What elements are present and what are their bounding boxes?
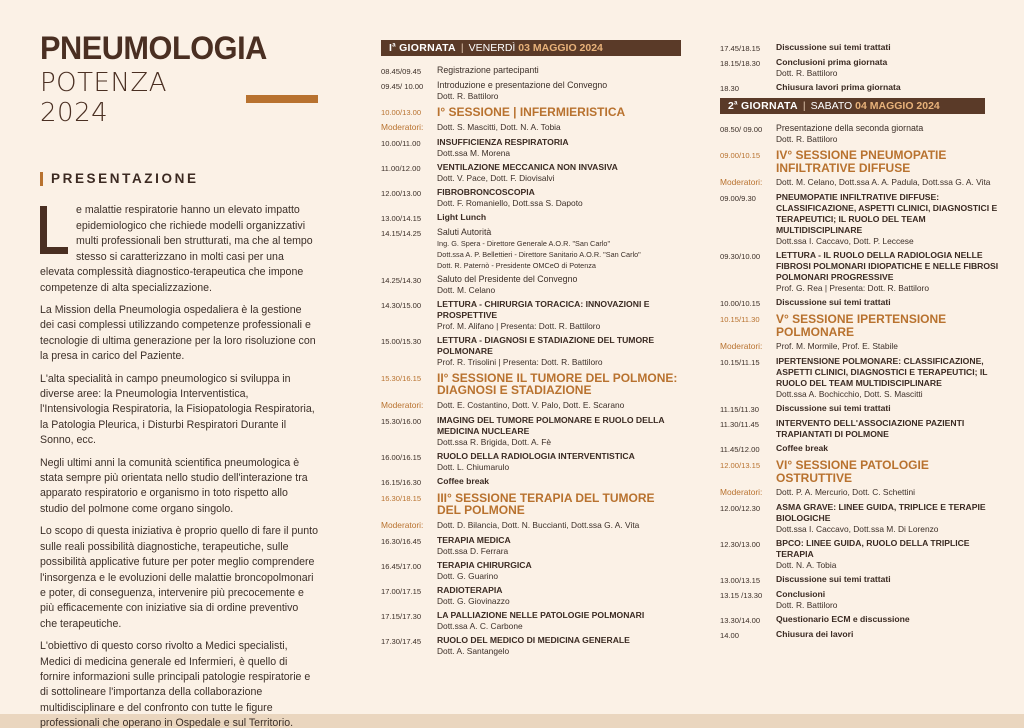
schedule-content — [437, 212, 681, 224]
schedule-title: IPERTENSIONE POLMONARE: CLASSIFICAZIONE, ASPETTI CLINICI, DIAGNOSTICI E TERAPEUTICI; IL RUOLO DEL TEAM MULTIDISCIPLINARE — [776, 356, 988, 388]
moderators-label: Moderatori: — [720, 177, 763, 187]
schedule-title: PNEUMOPATIE INFILTRATIVE DIFFUSE: CLASSIFICAZIONE, ASPETTI CLINICI, DIAGNOSTICI E TERAPEUTICI; IL RUOLO DEL TEAM MULTIDISCIPLINARE — [776, 192, 998, 235]
schedule-title: Registrazione partecipanti — [437, 65, 539, 75]
schedule-time: 10.15/11.15 — [720, 358, 760, 367]
schedule-time: 13.15 /13.30 — [720, 591, 763, 600]
schedule-time: 12.00/13.00 — [381, 188, 422, 198]
presentation-paragraph: Lo scopo di questa iniziativa è proprio quello di fare il punto sulle reali possibilità diagnostiche, terapeutiche, sulle possibilità applicative future per poter meglio comprendere l'insorgenza e le evoluzioni delle malattie broncopolmonari e poter, di conseguenza, intervenire più precocemente e più efficacemente con iniziative sia di ordine preventivo che terapeutiche. — [40, 525, 318, 630]
moderators-label: Moderatori: — [381, 519, 424, 530]
event-title: PNEUMOLOGIA — [40, 30, 267, 66]
schedule-time: 09.45/ 10.00 — [381, 82, 424, 91]
schedule-row — [381, 80, 681, 102]
schedule-row — [720, 82, 1005, 94]
schedule-time: 13.00/14.15 — [381, 213, 422, 223]
moderators-names: Dott. D. Bilancia, Dott. N. Buccianti, Dott.ssa G. A. Vita — [437, 519, 640, 530]
schedule-content — [776, 629, 1005, 641]
schedule-time: 08.50/ 09.00 — [720, 125, 763, 134]
presentation-heading: PRESENTAZIONE — [51, 171, 199, 186]
schedule-content — [776, 250, 1005, 294]
schedule-speaker: Dott.ssa I. Caccavo, Dott.ssa M. Di Lorenzo — [776, 524, 939, 534]
session-time: 16.30/18.15 — [381, 493, 422, 503]
schedule-content — [437, 187, 681, 209]
schedule-content — [776, 82, 1005, 94]
schedule-title: INTERVENTO DELL'ASSOCIAZIONE PAZIENTI TRAPIANTATI DI POLMONE — [776, 418, 965, 439]
session-title: III° SESSIONE TERAPIA DEL TUMORE DEL POLMONE — [437, 490, 655, 517]
schedule-title: BPCO: LINEE GUIDA, RUOLO DELLA TRIPLICE TERAPIA — [776, 538, 970, 559]
session-header — [720, 149, 1005, 174]
schedule-title: Presentazione della seconda giornata — [776, 123, 924, 133]
presentation-paragraph: La Mission della Pneumologia ospedaliera è la gestione dei casi complessi utilizzando competenze professionali e tecnologie di ultima generazione per la loro risoluzione con la presa in carico del Paziente. — [40, 304, 316, 363]
session-title: II° SESSIONE IL TUMORE DEL POLMONE: DIAGNOSI E STADIAZIONE — [437, 370, 678, 397]
day2-date: 04 MAGGIO 2024 — [855, 100, 940, 112]
session-moderators — [720, 341, 1005, 352]
schedule-time: 17.15/17.30 — [381, 611, 422, 621]
schedule-speaker: Dott. A. Santangelo — [437, 645, 510, 656]
schedule-row — [720, 443, 1005, 455]
schedule-speaker: Dott. L. Chiumarulo — [437, 461, 510, 472]
day2-schedule — [720, 123, 1005, 641]
schedule-title: Light Lunch — [437, 211, 487, 222]
schedule-time: 14.30/15.00 — [381, 300, 422, 310]
session-header — [381, 372, 681, 397]
schedule-time: 16.15/16.30 — [381, 477, 422, 487]
schedule-title: Discussione sui temi trattati — [776, 574, 891, 584]
schedule-content — [776, 418, 1005, 440]
schedule-row — [720, 250, 1005, 294]
schedule-content — [776, 42, 1005, 54]
session-time: 10.15/11.30 — [720, 315, 760, 324]
schedule-time: 16.30/16.45 — [381, 536, 422, 546]
schedule-row — [381, 187, 681, 209]
session-header — [720, 313, 1005, 338]
session-moderators — [381, 520, 681, 531]
intro-paragraph — [40, 203, 318, 296]
moderators-label: Moderatori: — [720, 341, 763, 351]
presentation-column — [40, 30, 318, 728]
schedule-time: 17.45/18.15 — [720, 44, 761, 53]
schedule-speaker: Dott. F. Romaniello, Dott.ssa S. Dapoto — [437, 197, 583, 208]
schedule-title: RUOLO DEL MEDICO DI MEDICINA GENERALE — [437, 634, 630, 645]
schedule-content — [437, 299, 681, 332]
schedule-title: TERAPIA MEDICA — [437, 534, 511, 545]
schedule-content — [437, 80, 681, 102]
presentation-paragraph: L'alta specialità in campo pneumologico si sviluppa in diverse aree: la Pneumologia Interventistica, l'Intensivologia Respiratoria, la Fisiopatologia Respiratoria, la Patologia Pleurica, i Disturbi Respiratori Durante il Sonno, ecc. — [40, 372, 315, 447]
presentation-paragraph: L'obiettivo di questo corso rivolto a Medici specialisti, Medici di medicina generale ed Infermieri, è quello di fornire informazioni sulle principali patologie respiratorie e di sottolineare l'importanza della collaborazione multidisciplinare e del confronto con tutte le figure professionali che operano in Ospedale e sul Territorio. — [40, 640, 311, 728]
schedule-speaker: Dott. G. Giovinazzo — [437, 595, 510, 606]
schedule-content — [437, 274, 681, 296]
schedule-time: 13.30/14.00 — [720, 616, 761, 625]
schedule-row — [381, 65, 681, 77]
schedule-speaker: Dott. N. A. Tobia — [776, 560, 837, 570]
session-title: VI° SESSIONE PATOLOGIE OSTRUTTIVE — [776, 458, 929, 485]
dropcap-l — [40, 206, 68, 254]
schedule-row — [720, 192, 1005, 247]
heading-marker — [40, 172, 43, 186]
schedule-content — [776, 614, 1005, 626]
schedule-row — [381, 227, 681, 271]
schedule-speaker: Dott. R. Battiloro — [776, 600, 838, 610]
moderators-label: Moderatori: — [381, 399, 424, 410]
schedule-speaker: Dott. R. Battiloro — [776, 134, 838, 144]
day1-label: $I^a$ GIORNATA — [389, 42, 456, 54]
schedule-content — [437, 476, 681, 488]
event-subtitle: POTENZA 2024 — [40, 68, 167, 128]
schedule-row — [381, 535, 681, 557]
schedule-title: Saluto del Presidente del Convegno — [437, 273, 578, 284]
schedule-content — [776, 57, 1005, 79]
schedule-time: 10.00/10.15 — [720, 299, 761, 308]
schedule-content — [776, 297, 1005, 309]
schedule-row — [381, 162, 681, 184]
schedule-speaker: Prof. G. Rea | Presenta: Dott. R. Battiloro — [776, 283, 929, 293]
schedule-time: 12.30/13.00 — [720, 540, 761, 549]
schedule-time: 12.00/12.30 — [720, 504, 761, 513]
moderators-names: Dott. E. Costantino, Dott. V. Palo, Dott. E. Scarano — [437, 399, 625, 410]
schedule-content — [776, 403, 1005, 415]
schedule-time: 17.30/17.45 — [381, 636, 422, 646]
schedule-title: TERAPIA CHIRURGICA — [437, 559, 532, 570]
session-title: I° SESSIONE | INFERMIERISTICA — [437, 105, 626, 119]
schedule-content — [437, 162, 681, 184]
schedule-speaker: Dott. R. Battiloro — [776, 68, 838, 78]
schedule-time: 11.30/11.45 — [720, 420, 759, 429]
schedule-title: RADIOTERAPIA — [437, 584, 503, 595]
schedule-speaker: Dott.ssa R. Brigida, Dott. A. Fè — [437, 436, 552, 447]
schedule-title: LETTURA - IL RUOLO DELLA RADIOLOGIA NELLE FIBROSI POLMONARI IDIOPATICHE E NELLE FIBROSI POLMONARI PROGRESSIVE — [776, 250, 999, 282]
moderators-names: Dott. P. A. Mercurio, Dott. C. Schettini — [776, 487, 916, 497]
authority-line: Ing. G. Spera - Direttore Generale A.O.R. "San Carlo" — [437, 238, 611, 248]
schedule-time: 15.30/16.00 — [381, 416, 422, 426]
authority-line: Dott. R. Paternò - Presidente OMCeO di Potenza — [437, 260, 596, 270]
schedule-title: RUOLO DELLA RADIOLOGIA INTERVENTISTICA — [437, 450, 635, 461]
schedule-row — [720, 418, 1005, 440]
schedule-row — [720, 502, 1005, 535]
session-title: V° SESSIONE IPERTENSIONE POLMONARE — [776, 312, 947, 339]
schedule-content — [776, 589, 1005, 611]
schedule-time: 14.25/14.30 — [381, 275, 422, 285]
session-title: IV° SESSIONE PNEUMOPATIE INFILTRATIVE DIFFUSE — [776, 148, 947, 175]
schedule-title: IMAGING DEL TUMORE POLMONARE E RUOLO DELLA MEDICINA NUCLEARE — [437, 414, 665, 436]
schedule-speaker: Dott. G. Guarino — [437, 570, 498, 581]
presentation-heading-row — [40, 171, 318, 186]
session-header — [381, 492, 681, 517]
schedule-speaker: Dott.ssa D. Ferrara — [437, 545, 509, 556]
schedule-title: FIBROBRONCOSCOPIA — [437, 186, 535, 197]
schedule-time: 18.30 — [720, 84, 740, 93]
schedule-title: Conclusioni prima giornata — [776, 57, 888, 67]
schedule-row — [381, 335, 681, 368]
day1-weekday: VENERDÌ — [468, 42, 516, 54]
title-accent-bar — [246, 95, 318, 103]
schedule-title: Chiusura dei lavori — [776, 629, 854, 639]
schedule-speaker: Dott. R. Battiloro — [437, 91, 499, 101]
schedule-time: 11.00/12.00 — [381, 163, 421, 173]
schedule-title: ASMA GRAVE: LINEE GUIDA, TRIPLICE E TERAPIE BIOLOGICHE — [776, 502, 986, 523]
schedule-time: 18.15/18.30 — [720, 59, 761, 68]
schedule-row — [381, 610, 681, 632]
session-moderators — [720, 177, 1005, 188]
schedule-content — [776, 192, 1005, 247]
schedule-row — [720, 629, 1005, 641]
session-time: 15.30/16.15 — [381, 373, 422, 383]
moderators-names: Prof. M. Mormile, Prof. E. Stabile — [776, 341, 898, 351]
schedule-row — [381, 635, 681, 657]
schedule-time: 09.00/9.30 — [720, 194, 756, 203]
day1-column — [381, 40, 681, 660]
schedule-time: 15.00/15.30 — [381, 336, 422, 346]
schedule-row — [381, 415, 681, 448]
schedule-time: 16.00/16.15 — [381, 452, 422, 462]
moderators-names: Dott. S. Mascitti, Dott. N. A. Tobia — [437, 121, 561, 132]
schedule-row — [720, 614, 1005, 626]
session-moderators — [720, 487, 1005, 498]
schedule-content — [437, 610, 681, 632]
schedule-content — [776, 574, 1005, 586]
schedule-row — [720, 297, 1005, 309]
schedule-row — [381, 560, 681, 582]
schedule-time: 11.15/11.30 — [720, 405, 759, 414]
moderators-names: Dott. M. Celano, Dott.ssa A. A. Padula, Dott.ssa G. A. Vita — [776, 177, 991, 187]
schedule-time: 13.00/13.15 — [720, 576, 761, 585]
authority-line: Dott.ssa A. P. Bellettieri - Direttore Sanitario A.O.R. "San Carlo" — [437, 249, 641, 259]
day1-date: 03 MAGGIO 2024 — [518, 42, 603, 54]
session-header — [720, 459, 1005, 484]
schedule-title: Coffee break — [437, 475, 490, 486]
schedule-title: Saluti Autorità — [437, 226, 492, 237]
schedule-content — [437, 227, 681, 271]
schedule-speaker: Dott.ssa M. Morena — [437, 147, 511, 158]
schedule-time: 10.00/11.00 — [381, 138, 421, 148]
presentation-paragraphs — [40, 303, 318, 728]
schedule-row — [381, 212, 681, 224]
schedule-title: Discussione sui temi trattati — [776, 403, 891, 413]
schedule-content — [437, 635, 681, 657]
day2-weekday: SABATO — [810, 100, 853, 112]
schedule-content — [437, 335, 681, 368]
schedule-speaker: Prof. M. Alifano | Presenta: Dott. R. Battiloro — [437, 320, 601, 331]
schedule-speaker: Dott. M. Celano — [437, 284, 496, 295]
schedule-time: 09.30/10.00 — [720, 252, 761, 261]
schedule-title: Discussione sui temi trattati — [776, 297, 891, 307]
presentation-paragraph: Negli ultimi anni la comunità scientifica pneumologica è stata sempre più orientata nello studio dell'interazione tra apparato respiratorio e organismo in toto rispetto allo studio del polmone come organo singolo. — [40, 456, 308, 515]
schedule-title: LETTURA - CHIRURGIA TORACICA: INNOVAZIONI E PROSPETTIVE — [437, 298, 650, 320]
schedule-content — [437, 137, 681, 159]
day1-header: $I^a$ GIORNATA | VENERDÌ 03 MAGGIO 2024 — [381, 40, 681, 56]
schedule-content — [437, 65, 681, 77]
schedule-title: Introduzione e presentazione del Convegno — [437, 80, 608, 90]
day2-header: 2$^a$ GIORNATA | SABATO 04 MAGGIO 2024 — [720, 98, 985, 114]
schedule-row — [720, 57, 1005, 79]
moderators-label: Moderatori: — [381, 121, 424, 132]
schedule-row — [381, 299, 681, 332]
day1-closing-schedule — [720, 42, 1005, 94]
schedule-title: LETTURA - DIAGNOSI E STADIAZIONE DEL TUMORE POLMONARE — [437, 334, 655, 356]
schedule-row — [720, 123, 1005, 145]
schedule-time: 08.45/09.45 — [381, 67, 422, 76]
intro-text: e malattie respiratorie hanno un elevato impatto epidemiologico che richiede modelli organizzativi multi professionali ben strutturati, ma che al tempo stesso si caratterizzano in molti casi per una elevata complessità diagnostico-terapeutica che impone competenze di alta specializzazione. — [40, 204, 313, 294]
schedule-row — [720, 403, 1005, 415]
schedule-content — [437, 560, 681, 582]
session-moderators — [381, 122, 681, 133]
schedule-title: Questionario ECM e discussione — [776, 614, 910, 624]
session-time: 09.00/10.15 — [720, 151, 761, 160]
moderators-label: Moderatori: — [720, 487, 763, 497]
schedule-row — [381, 585, 681, 607]
schedule-row — [381, 451, 681, 473]
schedule-content — [776, 443, 1005, 455]
schedule-time: 17.00/17.15 — [381, 586, 422, 596]
schedule-content — [437, 535, 681, 557]
schedule-content — [776, 502, 1005, 535]
schedule-time: 14.00 — [720, 631, 740, 640]
schedule-speaker: Prof. R. Trisolini | Presenta: Dott. R. Battiloro — [437, 356, 603, 367]
schedule-content — [437, 415, 681, 448]
schedule-content — [776, 538, 1005, 571]
schedule-row — [720, 42, 1005, 54]
schedule-content — [437, 451, 681, 473]
schedule-time: 11.45/12.00 — [720, 445, 760, 454]
schedule-time: 16.45/17.00 — [381, 561, 422, 571]
schedule-speaker: Dott.ssa I. Caccavo, Dott. P. Leccese — [776, 236, 914, 246]
day2-column — [720, 42, 1005, 644]
schedule-row — [720, 589, 1005, 611]
schedule-title: VENTILAZIONE MECCANICA NON INVASIVA — [437, 161, 618, 172]
schedule-speaker: Dott.ssa A. Bochicchio, Dott. S. Mascitti — [776, 389, 923, 399]
session-moderators — [381, 400, 681, 411]
schedule-title: Discussione sui temi trattati — [776, 42, 891, 52]
session-time: 12.00/13.15 — [720, 461, 761, 470]
schedule-time: 14.15/14.25 — [381, 228, 422, 238]
schedule-title: Conclusioni — [776, 589, 826, 599]
schedule-content — [776, 123, 1005, 145]
session-header — [381, 106, 681, 119]
schedule-row — [381, 274, 681, 296]
schedule-title: INSUFFICIENZA RESPIRATORIA — [437, 136, 569, 147]
event-subtitle-row — [40, 68, 318, 128]
schedule-row — [720, 538, 1005, 571]
schedule-title: LA PALLIAZIONE NELLE PATOLOGIE POLMONARI — [437, 609, 645, 620]
day1-schedule — [381, 65, 681, 657]
schedule-content — [776, 356, 1005, 400]
schedule-row — [381, 137, 681, 159]
day2-label: 2$^a$ GIORNATA — [728, 100, 798, 112]
schedule-row — [720, 574, 1005, 586]
session-time: 10.00/13.00 — [381, 108, 422, 117]
schedule-row — [720, 356, 1005, 400]
schedule-speaker: Dott. V. Pace, Dott. F. Diovisalvi — [437, 172, 555, 183]
schedule-speaker: Dott.ssa A. C. Carbone — [437, 620, 523, 631]
schedule-title: Coffee break — [776, 443, 829, 453]
schedule-title: Chiusura lavori prima giornata — [776, 82, 901, 92]
schedule-content — [437, 585, 681, 607]
schedule-row — [381, 476, 681, 488]
